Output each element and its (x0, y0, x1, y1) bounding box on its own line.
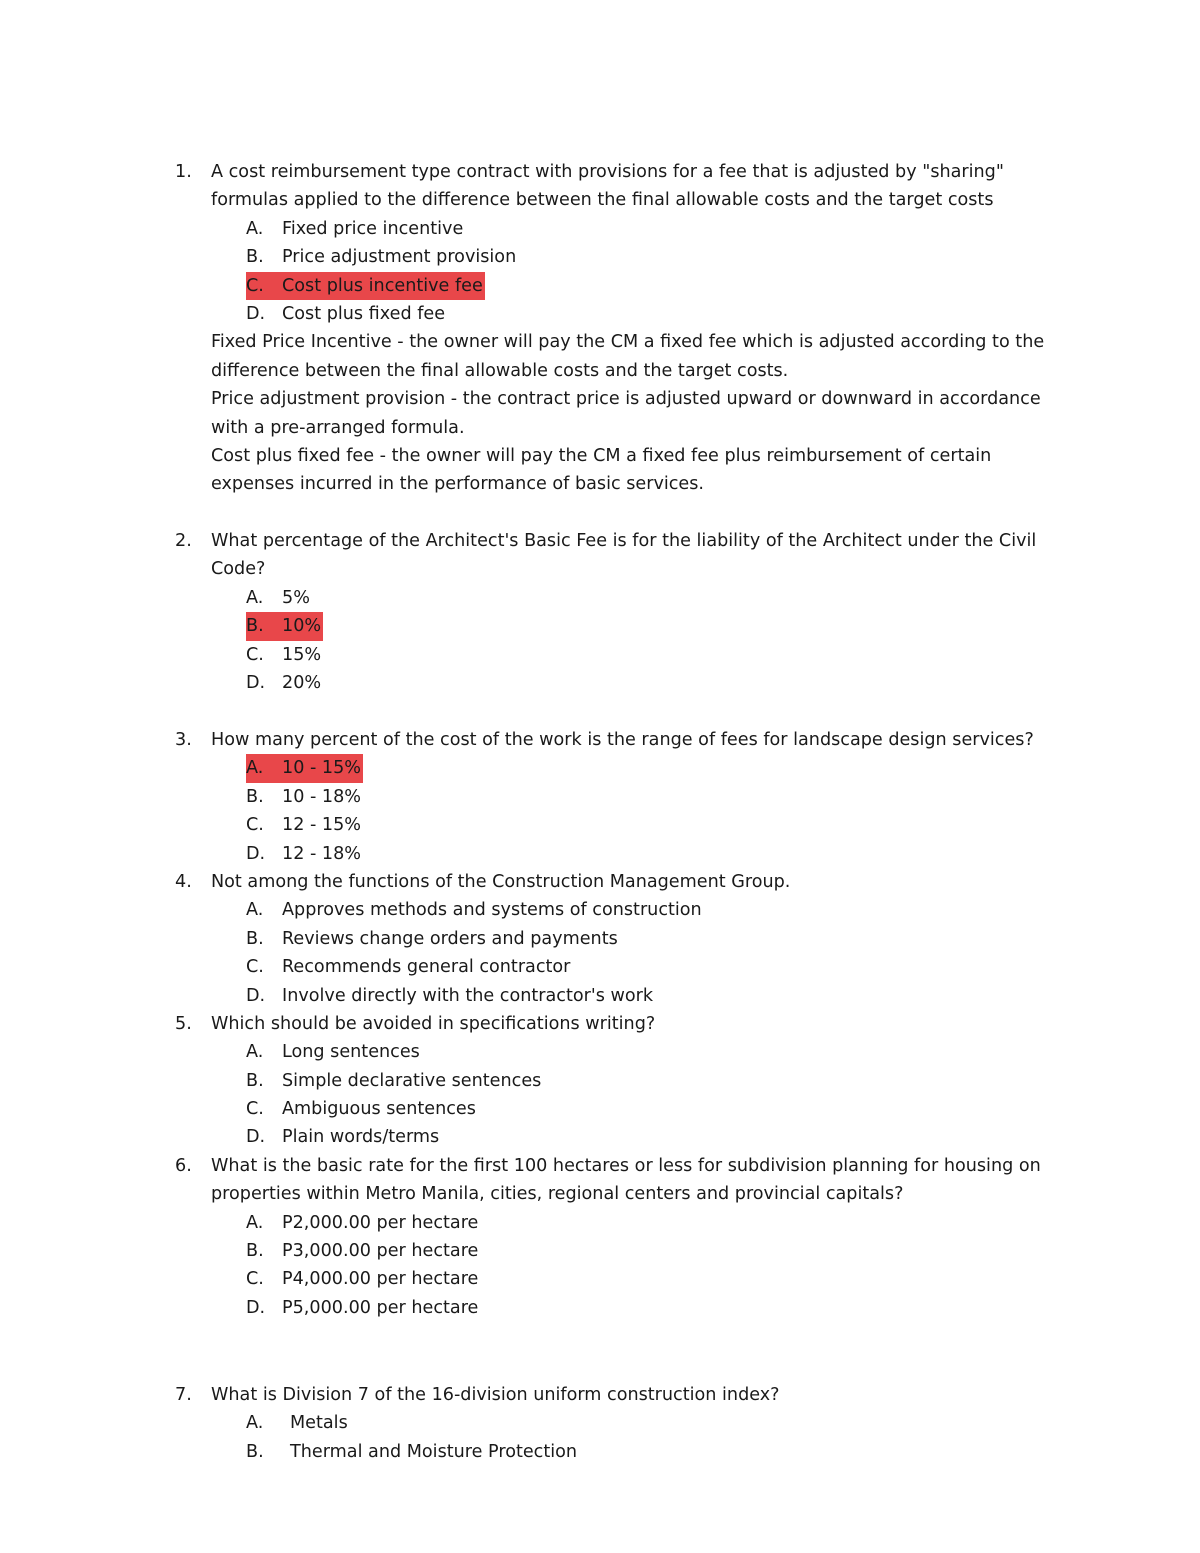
option-c-correct-highlight (246, 272, 485, 300)
explanation-text: Price adjustment provision - the contract price is adjusted upward or downward in accordance (211, 389, 1041, 410)
option-text: 5% (282, 587, 310, 608)
option-letter: A. (246, 758, 264, 779)
option-c (246, 953, 570, 981)
question-number: 7. (175, 1385, 192, 1405)
option-letter: C. (246, 815, 264, 836)
option-row (175, 584, 1055, 612)
option-a (246, 896, 702, 924)
option-text: P4,000.00 per hectare (282, 1269, 479, 1290)
option-letter: B. (246, 1241, 264, 1262)
option-a (246, 1209, 478, 1237)
question-line (175, 1381, 1055, 1409)
option-d (246, 300, 445, 328)
explanation-line (175, 414, 1055, 442)
explanation-text: Fixed Price Incentive - the owner will pay the CM a fixed fee which is adjusted according to the (211, 332, 1045, 353)
option-text: Approves methods and systems of construction (282, 900, 702, 921)
option-row (175, 1294, 1055, 1322)
question-text: What is the basic rate for the first 100 hectares or less for subdivision planning for housing on (211, 1155, 1041, 1176)
option-row (175, 612, 1055, 640)
option-text: Fixed price incentive (282, 218, 464, 239)
option-a-correct-highlight (246, 754, 363, 782)
explanation-text: with a pre-arranged formula. (211, 417, 465, 438)
option-row (175, 953, 1055, 981)
option-row (175, 754, 1055, 782)
option-text: 10 - 18% (282, 786, 362, 807)
option-b (246, 1067, 541, 1095)
option-a (246, 215, 463, 243)
question-line (175, 158, 1055, 186)
option-text: P3,000.00 per hectare (282, 1241, 479, 1262)
option-text: P2,000.00 per hectare (282, 1212, 479, 1233)
option-letter: C. (246, 957, 264, 978)
option-letter: D. (246, 303, 266, 324)
question-line (175, 186, 1055, 214)
option-row (175, 925, 1055, 953)
option-text: Ambiguous sentences (282, 1099, 476, 1120)
option-letter: B. (246, 786, 264, 807)
question-number: 1. (175, 162, 192, 182)
option-text: Metals (290, 1413, 348, 1434)
option-letter: D. (246, 1127, 266, 1148)
option-row (175, 669, 1055, 697)
option-a (246, 1409, 348, 1437)
option-text: 15% (282, 644, 322, 665)
option-text: Long sentences (282, 1042, 420, 1063)
question-number: 4. (175, 871, 192, 892)
option-row (175, 300, 1055, 328)
option-letter: D. (246, 985, 266, 1006)
question-text: Which should be avoided in specifications writing? (211, 1013, 656, 1034)
question-6-line (175, 1180, 1055, 1208)
option-text: Cost plus fixed fee (282, 303, 446, 324)
option-letter: D. (246, 1297, 266, 1318)
option-b (246, 1438, 577, 1466)
option-row (175, 272, 1055, 300)
option-b (246, 783, 361, 811)
option-text: Recommends general contractor (282, 957, 571, 978)
option-letter: B. (246, 1441, 264, 1462)
option-text: 12 - 15% (282, 815, 362, 836)
option-letter: B. (246, 247, 264, 268)
option-b (246, 1237, 478, 1265)
question-2 (175, 527, 1055, 697)
option-letter: A. (246, 1212, 264, 1233)
option-letter: A. (246, 900, 264, 921)
option-text: Thermal and Moisture Protection (290, 1441, 578, 1462)
question-number: 2. (175, 531, 192, 551)
question-3 (175, 726, 1055, 1322)
option-text: Plain words/terms (282, 1127, 440, 1148)
option-b (246, 925, 618, 953)
option-c (246, 641, 321, 669)
option-row (175, 1038, 1055, 1066)
question-line (175, 527, 1055, 555)
option-text: 10% (282, 616, 322, 637)
option-d (246, 840, 361, 868)
option-letter: A. (246, 1042, 264, 1063)
question-number: 3. (175, 730, 192, 750)
option-letter: C. (246, 275, 264, 296)
option-row (175, 982, 1055, 1010)
option-b (246, 243, 516, 271)
option-letter: B. (246, 1070, 264, 1091)
question-4-line (175, 868, 1055, 896)
option-text: Involve directly with the contractor's work (282, 985, 654, 1006)
explanation-text: Cost plus fixed fee - the owner will pay the CM a fixed fee plus reimbursement of certain (211, 445, 992, 466)
option-letter: C. (246, 1269, 264, 1290)
option-c (246, 1265, 478, 1293)
question-5-line (175, 1010, 1055, 1038)
explanation-line (175, 357, 1055, 385)
option-row (175, 1409, 1055, 1437)
option-d (246, 1123, 439, 1151)
option-text: 12 - 18% (282, 843, 362, 864)
question-line (175, 726, 1055, 754)
question-text: Not among the functions of the Construction Management Group. (211, 871, 791, 892)
explanation-line (175, 328, 1055, 356)
option-letter: D. (246, 843, 266, 864)
option-letter: C. (246, 644, 264, 665)
option-row (175, 1095, 1055, 1123)
option-text: 10 - 15% (282, 758, 362, 779)
option-letter: A. (246, 587, 264, 608)
option-d (246, 669, 321, 697)
option-row (175, 243, 1055, 271)
explanation-text: difference between the final allowable costs and the target costs. (211, 360, 789, 381)
option-row (175, 1237, 1055, 1265)
question-number: 5. (175, 1013, 192, 1034)
explanation-line (175, 470, 1055, 498)
option-letter: B. (246, 928, 264, 949)
explanation-line (175, 385, 1055, 413)
question-number: 6. (175, 1155, 192, 1176)
option-row (175, 641, 1055, 669)
question-text: properties within Metro Manila, cities, regional centers and provincial capitals? (211, 1184, 904, 1205)
option-row (175, 1123, 1055, 1151)
question-text: formulas applied to the difference between the final allowable costs and the target costs (211, 190, 994, 211)
option-row (175, 215, 1055, 243)
option-letter: D. (246, 672, 266, 693)
option-row (175, 1438, 1055, 1466)
question-text: A cost reimbursement type contract with provisions for a fee that is adjusted by "sharing" (211, 162, 1004, 182)
option-letter: A. (246, 1413, 264, 1434)
option-text: P5,000.00 per hectare (282, 1297, 479, 1318)
question-6-line (175, 1152, 1055, 1180)
question-1 (175, 158, 1055, 499)
option-text: 20% (282, 672, 322, 693)
question-text: What percentage of the Architect's Basic Fee is for the liability of the Architect under the Civil (211, 531, 1037, 551)
option-row (175, 783, 1055, 811)
option-row (175, 811, 1055, 839)
option-c (246, 1095, 476, 1123)
option-d (246, 1294, 478, 1322)
option-row (175, 1209, 1055, 1237)
option-text: Simple declarative sentences (282, 1070, 542, 1091)
option-text: Cost plus incentive fee (282, 275, 483, 296)
question-7 (175, 1381, 1055, 1466)
question-line (175, 555, 1055, 583)
option-c (246, 811, 361, 839)
option-text: Price adjustment provision (282, 247, 517, 268)
question-text: How many percent of the cost of the work is the range of fees for landscape design services? (211, 730, 1034, 750)
option-row (175, 896, 1055, 924)
option-d (246, 982, 653, 1010)
option-a (246, 1038, 420, 1066)
question-text: What is Division 7 of the 16-division uniform construction index? (211, 1385, 780, 1405)
question-text: Code? (211, 559, 266, 580)
option-text: Reviews change orders and payments (282, 928, 618, 949)
option-a (246, 584, 310, 612)
option-row (175, 1067, 1055, 1095)
option-letter: C. (246, 1099, 264, 1120)
option-letter: A. (246, 218, 264, 239)
option-row (175, 840, 1055, 868)
explanation-text: expenses incurred in the performance of basic services. (211, 474, 705, 495)
option-letter: B. (246, 616, 264, 637)
option-b-correct-highlight (246, 612, 323, 640)
option-row (175, 1265, 1055, 1293)
explanation-line (175, 442, 1055, 470)
